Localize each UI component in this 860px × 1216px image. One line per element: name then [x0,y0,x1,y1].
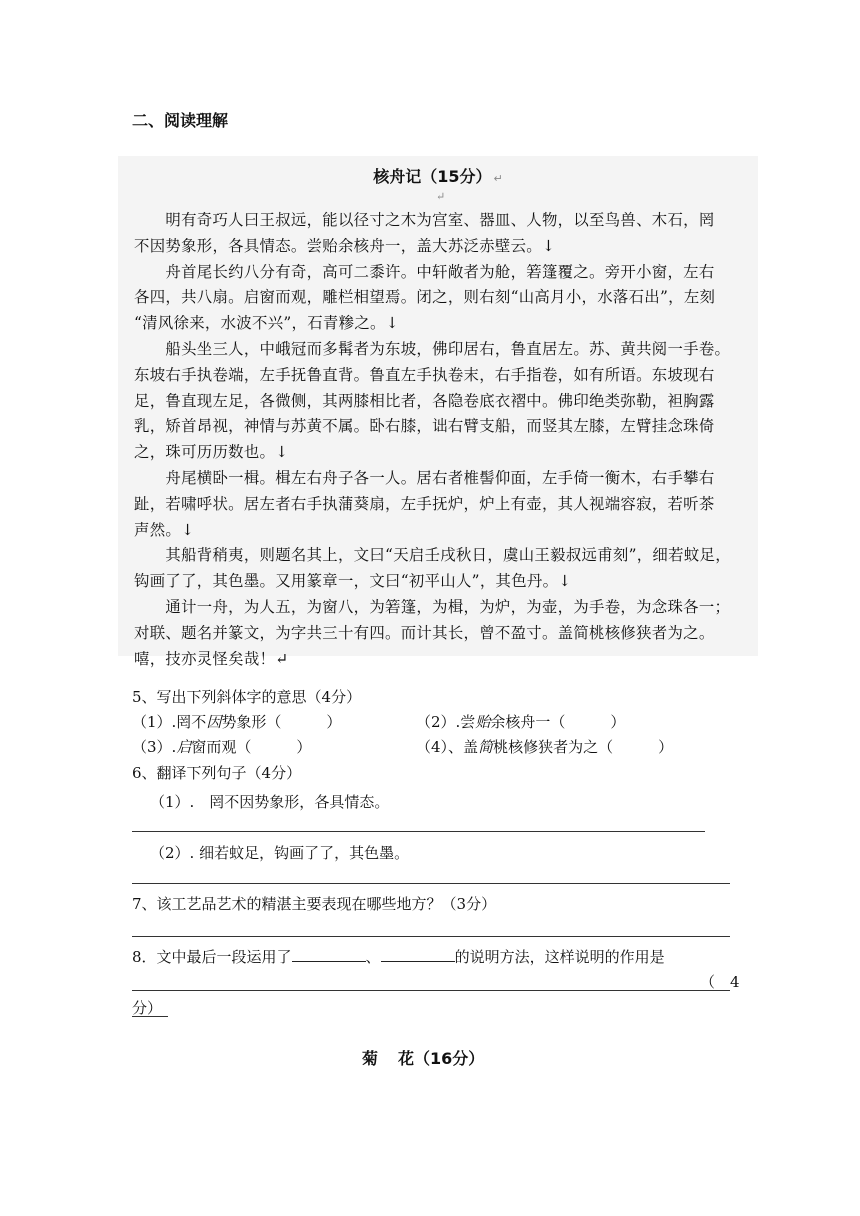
passage-line: 东坡右手执卷端，左手抚鲁直背。鲁直左手执卷末，右手指卷，如有所语。东坡现右 [134,365,715,384]
return-mark: ↵ [436,190,446,203]
passage-line: 舟尾横卧一楫。楫左右舟子各一人。居右者椎髻仰面，左手倚一衡木，右手攀右 [134,469,715,487]
passage-line: 通计一舟，为人五，为窗八，为箬篷，为楫，为炉，为壶，为手卷，为念珠各一； [134,598,731,616]
q8-score-tail: 分） [132,999,163,1017]
next-passage-title: 菊 花（16分） [362,1049,485,1068]
return-mark: ↵ [493,172,503,185]
passage-title-text: 核舟记（15分） [373,167,492,186]
fill-blank-1[interactable] [292,947,366,962]
passage-line: 趾，若啸呼状。居左者右手执蒲葵扇，左手抚炉，炉上有壶，其人视端容寂，若听茶 [134,494,715,513]
q5-item-2: （2）.尝贻余核舟一（ ） [416,713,626,731]
q5-stem: 5、写出下列斜体字的意思（4分） [132,688,362,706]
passage-line: 钩画了了，其色墨。又用篆章一，文曰“初平山人”，其色丹。↓ [134,572,572,591]
passage-line: 足，鲁直现左足，各微侧，其两膝相比者，各隐卷底衣褶中。佛印绝类弥勒，袒胸露 [134,391,715,410]
passage-line: 乳，矫首昂视，神情与苏黄不属。卧右膝，诎右臂支船，而竖其左膝，左臂挂念珠倚 [134,417,715,436]
answer-line[interactable] [132,1016,168,1017]
q8-score: （ 4 [700,973,740,991]
q7-stem: 7、该工艺品艺术的精湛主要表现在哪些地方？（3分） [132,895,497,913]
q8-stem: 8．文中最后一段运用了 、 的说明方法，这样说明的作用是 [132,948,665,966]
section-heading: 二、阅读理解 [132,111,229,130]
q5-item-4: （4）、盖简桃核修狭者为之（ ） [416,738,674,756]
answer-line[interactable] [132,990,730,991]
passage-line: 其船背稍夷，则题名其上，文曰“天启壬戌秋日，虞山王毅叔远甫刻”，细若蚊足， [134,546,731,565]
q5-item-3: （3）.启窗而观（ ） [132,738,312,756]
passage-line: 船头坐三人，中峨冠而多髯者为东坡，佛印居右，鲁直居左。苏、黄共阅一手卷。 [134,340,731,358]
passage-line: 声然。↓ [134,520,195,539]
passage-line: 之，珠可历历数也。↓ [134,443,289,462]
answer-line[interactable] [132,831,705,832]
q6-sentence-1: （1）. 罔不因势象形，各具情态。 [150,793,390,811]
fill-blank-2[interactable] [381,947,455,962]
passage-line: 不因势象形，各具情态。尝贻余核舟一，盖大苏泛赤壁云。↓ [134,236,556,255]
passage-line: 明有奇巧人曰王叔远，能以径寸之木为宫室、器皿、人物，以至鸟兽、木石，罔 [134,211,715,229]
answer-line[interactable] [132,883,730,884]
passage-line: 嘻，技亦灵怪矣哉！↵ [134,649,289,668]
passage-line: 舟首尾长约八分有奇，高可二黍许。中轩敞者为舱，箬篷覆之。旁开小窗，左右 [134,262,715,281]
q6-stem: 6、翻译下列句子（4分） [132,764,302,782]
passage-line: “清风徐来，水波不兴”，石青糁之。↓ [134,314,399,333]
passage-line: 对联、题名并篆文，为字共三十有四。而计其长，曾不盈寸。盖简桃核修狭者为之。 [134,623,715,642]
passage-line: 各四，共八扇。启窗而观，雕栏相望焉。闭之，则右刻“山高月小，水落石出”，左刻 [134,288,716,307]
q6-sentence-2: （2）. 细若蚊足，钩画了了，其色墨。 [150,844,410,862]
q5-item-1: （1）.罔不因势象形（ ） [132,713,342,731]
passage-title [118,164,758,187]
passage-box [118,156,758,668]
answer-line[interactable] [132,936,730,937]
